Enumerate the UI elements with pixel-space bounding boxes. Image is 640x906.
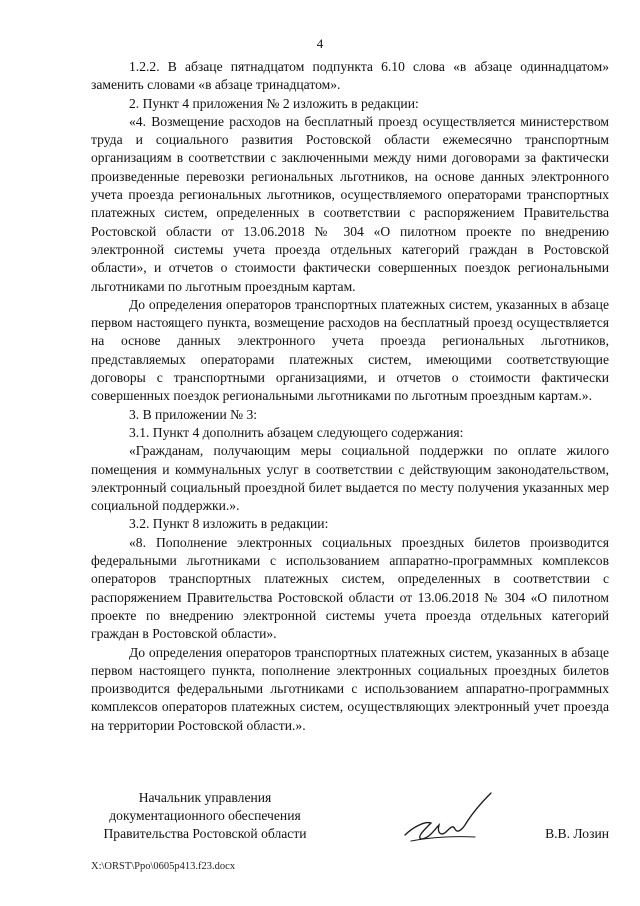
page-number: 4 <box>316 36 324 51</box>
paragraph: 3.1. Пункт 4 дополнить абзацем следующего содержания: <box>129 424 464 440</box>
paragraph: До определения операторов транспортных платежных систем, указанных в абзаце первом настоящего пункта, пополнение электронных социальных проездных билетов производится федеральными льготниками с использованием аппаратно-программных комплексов операторов платежных систем, осуществляющих электронный учет проезда на территории Ростовской области.». <box>91 644 609 733</box>
file-path: X:\ORST\Ppo\0605p413.f23.docx <box>91 861 236 872</box>
paragraph: До определения операторов транспортных платежных систем, указанных в абзаце первом настоящего пункта, возмещение расходов на бесплатный проезд осуществляется на основе данных электронного учета проезда региональных льготников, представляемых операторами платежных систем, имеющими соответствующие договоры с транспортными организациями, и отчетов о стоимости фактически совершенных поездок региональными льготниками по льготным проездным картам.». <box>91 296 609 404</box>
paragraph: 2. Пункт 4 приложения № 2 изложить в редакции: <box>129 95 419 111</box>
signatory-title <box>91 789 319 843</box>
paragraph: «4. Возмещение расходов на бесплатный проезд осуществляется министерством труда и социального развития Ростовской области ежемесячно транспортным организациям в соответствии с заключенными между ними договорами за фактически произведенные перевозки региональных льготников, на основе данных электронного учета проезда региональных льготников, осуществляемого операторами транспортных платежных систем, определенных в соответствии с распоряжением Правительства Ростовской области от 13.06.2018 № 304 «О пилотном проекте по внедрению электронной системы учета проезда отдельных категорий граждан в Ростовской области», и отчетов о стоимости фактически совершенных поездок региональными льготниками по льготным проездным картам. <box>91 113 609 294</box>
signatory-name: В.В. Лозин <box>545 826 609 841</box>
paragraph: «Гражданам, получающим меры социальной поддержки по оплате жилого помещения и коммунальных услуг в соответствии с действующим законодательством, электронный социальный проездной билет выдается по месту получения указанных мер социальной поддержки.». <box>91 443 609 514</box>
signatory-title-line-2: документационного обеспечения <box>109 808 301 823</box>
handwritten-signature <box>401 787 511 847</box>
paragraph: 3.2. Пункт 8 изложить в редакции: <box>129 516 329 532</box>
document-body <box>91 58 609 735</box>
signatory-title-line-3: Правительства Ростовской области <box>103 826 307 841</box>
paragraph: 1.2.2. В абзаце пятнадцатом подпункта 6.10 слова «в абзаце одиннадцатом» заменить словами «в абзаце тринадцатом». <box>91 59 609 93</box>
signatory-title-line-1: Начальник управления <box>138 790 272 805</box>
paragraph: «8. Пополнение электронных социальных проездных билетов производится федеральными льготниками с использованием аппаратно-программных комплексов операторов транспортных платежных систем, определенных в соответствии с распоряжением Правительства Ростовской области от 13.06.2018 № 304 «О пилотном проекте по внедрению электронной системы учета проезда отдельных категорий граждан в Ростовской области». <box>91 534 609 642</box>
paragraph: 3. В приложении № 3: <box>129 406 258 422</box>
